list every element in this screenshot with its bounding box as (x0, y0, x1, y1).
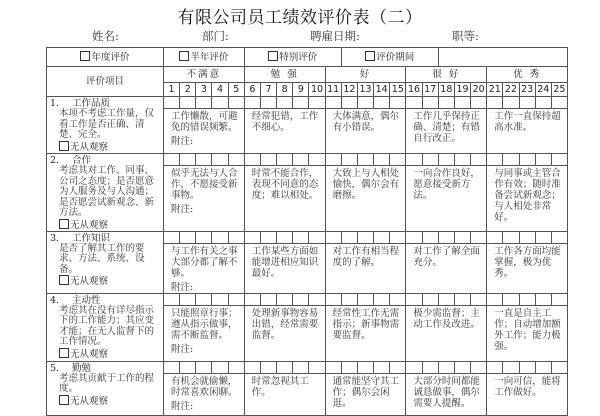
note-label: 附注: (171, 400, 194, 412)
score-mark-cell-9[interactable] (293, 361, 309, 373)
score-mark-cell-11[interactable] (325, 361, 341, 373)
grade-field-label: 职等: (452, 29, 479, 43)
score-5: 5 (228, 83, 244, 97)
score-mark-cell-4[interactable] (212, 361, 228, 373)
score-mark-cell-15[interactable] (390, 231, 406, 243)
category-header-row (47, 67, 568, 83)
item-number: 2. (50, 155, 60, 166)
score-mark-cell-9[interactable] (293, 231, 309, 243)
level-text: 对工作有相当程度的了解。 (332, 245, 400, 268)
score-mark-cell-24[interactable] (535, 154, 551, 166)
level-description-3 (325, 166, 406, 231)
score-mark-cell-20[interactable] (471, 231, 487, 243)
level-description-2 (244, 166, 325, 231)
level-text: 通常能坚守其工作；偶尔会闲逛。 (332, 375, 400, 409)
level-text: 工作几乎保持正确、清楚；有错自行改正。 (413, 111, 480, 144)
score-mark-cell-21[interactable] (487, 231, 503, 243)
score-mark-cell-19[interactable] (454, 231, 470, 243)
note-label: 附注: (171, 281, 194, 293)
score-mark-cell-18[interactable] (438, 293, 454, 305)
level-text: 经常犯错，工作不细心。 (251, 111, 319, 133)
score-mark-cell-14[interactable] (374, 361, 390, 373)
score-7: 7 (260, 83, 276, 97)
score-mark-cell-14[interactable] (374, 231, 390, 243)
no-observation-option[interactable] (50, 395, 161, 407)
item-description: 考虑其在没有详尽指示下的工作能力；其应变才能；在无人监督下的工作情况。 (59, 304, 155, 347)
level-text: 时常忽视其工作。 (251, 375, 309, 398)
level-text: 大体满意，偶尔有小错误。 (332, 111, 400, 133)
score-mark-cell-18[interactable] (438, 361, 454, 373)
score-mark-cell-3[interactable] (196, 97, 212, 109)
score-mark-cell-20[interactable] (471, 97, 487, 109)
score-mark-cell-9[interactable] (293, 154, 309, 166)
score-mark-cell-7[interactable] (260, 97, 276, 109)
score-mark-cell-2[interactable] (180, 97, 196, 109)
score-mark-cell-13[interactable] (357, 154, 373, 166)
level-description-2 (244, 243, 325, 293)
score-mark-cell-14[interactable] (374, 293, 390, 305)
score-mark-cell-13[interactable] (357, 231, 373, 243)
score-mark-cell-3[interactable] (196, 361, 212, 373)
score-mark-cell-24[interactable] (535, 361, 551, 373)
item-name: 勤勉 (72, 362, 92, 374)
score-mark-cell-10[interactable] (309, 361, 325, 373)
level-text: 工作一直保持超高水准。 (494, 111, 561, 133)
level-description-1 (164, 166, 245, 231)
score-mark-cell-9[interactable] (293, 293, 309, 305)
score-mark-row (47, 231, 568, 243)
item-column-header: 评价项目 (47, 67, 164, 97)
score-mark-cell-16[interactable] (406, 97, 422, 109)
score-mark-cell-21[interactable] (487, 154, 503, 166)
option-label: 评价期间 (376, 52, 415, 63)
evaluation-item-5 (47, 361, 164, 415)
score-mark-cell-5[interactable] (228, 231, 244, 243)
score-11: 11 (325, 83, 341, 97)
score-6: 6 (244, 83, 260, 97)
level-text: 极少需监督；主动工作及改进。 (413, 307, 480, 330)
level-text: 经常性工作无需指示；新事物需要监督。 (332, 307, 400, 341)
form-title: 有限公司员工绩效评价表（二） (177, 8, 423, 28)
level-description-1 (164, 109, 245, 154)
level-description-3 (325, 109, 406, 154)
score-mark-cell-16[interactable] (406, 361, 422, 373)
checkbox-icon[interactable] (59, 141, 69, 151)
score-mark-row (47, 97, 568, 109)
score-mark-cell-10[interactable] (309, 231, 325, 243)
score-mark-cell-5[interactable] (228, 293, 244, 305)
score-14: 14 (374, 83, 390, 97)
score-mark-cell-1[interactable] (164, 97, 180, 109)
score-12: 12 (341, 83, 357, 97)
score-mark-cell-2[interactable] (180, 154, 196, 166)
evaluation-item-3 (47, 231, 164, 293)
no-observation-option[interactable] (50, 275, 161, 287)
level-text: 大部分时间都能诚恳做事，偶尔需要人提醒。 (413, 375, 480, 409)
item-name: 工作品质 (72, 98, 111, 109)
level-description-5 (487, 109, 568, 154)
score-18: 18 (438, 83, 454, 97)
score-mark-cell-2[interactable] (180, 293, 196, 305)
score-23: 23 (519, 83, 535, 97)
score-16: 16 (406, 83, 422, 97)
score-mark-cell-15[interactable] (390, 97, 406, 109)
no-observation-option[interactable] (50, 219, 161, 231)
checkbox-icon[interactable] (268, 51, 278, 61)
score-mark-cell-20[interactable] (471, 361, 487, 373)
score-mark-cell-17[interactable] (422, 231, 438, 243)
level-description-2 (244, 109, 325, 154)
score-mark-cell-9[interactable] (293, 97, 309, 109)
score-mark-cell-6[interactable] (244, 154, 260, 166)
score-mark-cell-8[interactable] (277, 154, 293, 166)
no-observation-label: 无从观察 (70, 141, 109, 153)
option-label: 半年评价 (190, 52, 229, 63)
item-title (50, 363, 161, 374)
review-period-option[interactable] (341, 48, 438, 67)
level-text: 工作懒散，可避免的错误频繁。 (171, 111, 238, 133)
department-field-label: 部门: (202, 29, 229, 43)
score-17: 17 (422, 83, 438, 97)
score-mark-cell-18[interactable] (438, 231, 454, 243)
score-mark-cell-12[interactable] (341, 97, 357, 109)
score-3: 3 (196, 83, 212, 97)
score-mark-cell-10[interactable] (309, 97, 325, 109)
review-period-input[interactable] (438, 48, 567, 67)
score-13: 13 (357, 83, 373, 97)
score-mark-cell-11[interactable] (325, 97, 341, 109)
score-mark-cell-15[interactable] (390, 293, 406, 305)
score-mark-cell-23[interactable] (519, 293, 535, 305)
checkbox-icon[interactable] (59, 348, 69, 358)
score-mark-row (47, 154, 568, 166)
checkbox-icon[interactable] (80, 51, 90, 61)
option-label: 特别评价 (279, 52, 318, 63)
level-text: 有机会就偷懒，时常喜欢闲聊。 (171, 375, 238, 398)
score-mark-cell-21[interactable] (487, 293, 503, 305)
level-description-1 (164, 373, 245, 415)
checkbox-icon[interactable] (59, 275, 69, 285)
level-description-1 (164, 243, 245, 293)
score-mark-cell-13[interactable] (357, 361, 373, 373)
no-observation-option[interactable] (50, 141, 161, 153)
level-description-2 (244, 373, 325, 415)
score-mark-cell-18[interactable] (438, 154, 454, 166)
score-mark-cell-5[interactable] (228, 154, 244, 166)
score-mark-cell-13[interactable] (357, 97, 373, 109)
hire-date-field-label: 聘雇日期: (310, 29, 360, 43)
score-4: 4 (212, 83, 228, 97)
score-mark-cell-7[interactable] (260, 154, 276, 166)
category-excellent: 优 秀 (487, 67, 568, 83)
level-text: 大致上与人相处愉快，偶尔会有磨擦。 (332, 168, 400, 202)
score-mark-cell-15[interactable] (390, 361, 406, 373)
score-mark-cell-20[interactable] (471, 154, 487, 166)
score-mark-cell-21[interactable] (487, 361, 503, 373)
evaluation-table (46, 47, 568, 416)
score-mark-cell-11[interactable] (325, 231, 341, 243)
item-number: 3. (50, 232, 60, 244)
checkbox-icon[interactable] (365, 51, 375, 61)
score-mark-cell-16[interactable] (406, 293, 422, 305)
annual-review-option[interactable] (47, 48, 164, 67)
score-25: 25 (551, 83, 567, 97)
score-mark-cell-3[interactable] (196, 293, 212, 305)
score-mark-cell-17[interactable] (422, 293, 438, 305)
score-mark-cell-22[interactable] (503, 361, 519, 373)
score-mark-cell-7[interactable] (260, 361, 276, 373)
score-mark-cell-17[interactable] (422, 361, 438, 373)
level-description-3 (325, 373, 406, 415)
level-description-5 (487, 166, 568, 231)
item-description: 考虑其对工作、同事、公司之态度；是否愿意为人服务及与人沟通；是否愿尝试新观念、新方法。 (59, 165, 155, 218)
item-name: 工作知识 (72, 232, 111, 244)
level-description-4 (406, 109, 487, 154)
level-text: 对工作了解全面充分。 (413, 245, 480, 268)
score-mark-cell-22[interactable] (503, 231, 519, 243)
level-text: 只能照章行事；遵从指示做事，需不断监督。 (171, 307, 238, 341)
score-mark-cell-8[interactable] (277, 361, 293, 373)
item-number: 4. (50, 294, 60, 306)
checkbox-icon[interactable] (59, 219, 69, 229)
score-mark-cell-5[interactable] (228, 97, 244, 109)
score-mark-cell-22[interactable] (503, 293, 519, 305)
score-mark-cell-14[interactable] (374, 154, 390, 166)
note-label: 附注: (171, 343, 194, 355)
half-year-review-option[interactable] (164, 48, 245, 67)
score-mark-cell-16[interactable] (406, 231, 422, 243)
level-text: 一向可信，能将工作做好。 (494, 375, 561, 398)
no-observation-label: 无从观察 (70, 219, 109, 231)
level-description-5 (487, 305, 568, 361)
item-name: 合作 (72, 155, 92, 166)
score-mark-cell-25[interactable] (551, 293, 567, 305)
score-mark-cell-4[interactable] (212, 97, 228, 109)
score-15: 15 (390, 83, 406, 97)
score-mark-cell-1[interactable] (164, 231, 180, 243)
score-mark-cell-12[interactable] (341, 231, 357, 243)
score-mark-cell-17[interactable] (422, 154, 438, 166)
score-mark-cell-1[interactable] (164, 293, 180, 305)
level-description-5 (487, 243, 568, 293)
score-mark-cell-6[interactable] (244, 293, 260, 305)
no-observation-label: 无从观察 (70, 348, 109, 360)
evaluation-item-4 (47, 293, 164, 361)
no-observation-label: 无从观察 (70, 395, 109, 407)
level-text: 工作各方面均能掌握，极为优秀。 (494, 245, 561, 279)
score-mark-cell-11[interactable] (325, 293, 341, 305)
level-text: 与同事或主管合作有效；随时准备尝试新观念；与人相处非常好。 (494, 168, 561, 224)
item-description: 考虑其贡献于工作的程度。 (59, 372, 155, 394)
score-mark-cell-12[interactable] (341, 293, 357, 305)
score-10: 10 (309, 83, 325, 97)
score-mark-cell-23[interactable] (519, 231, 535, 243)
score-mark-cell-5[interactable] (228, 361, 244, 373)
score-mark-cell-2[interactable] (180, 231, 196, 243)
score-mark-cell-19[interactable] (454, 97, 470, 109)
score-20: 20 (471, 83, 487, 97)
category-good: 好 (325, 67, 406, 83)
evaluation-item-1 (47, 97, 164, 154)
score-mark-cell-24[interactable] (535, 231, 551, 243)
category-barely: 勉 强 (244, 67, 325, 83)
score-mark-cell-4[interactable] (212, 154, 228, 166)
score-mark-cell-24[interactable] (535, 293, 551, 305)
score-mark-cell-21[interactable] (487, 97, 503, 109)
score-mark-cell-10[interactable] (309, 293, 325, 305)
score-mark-cell-25[interactable] (551, 361, 567, 373)
item-number: 1. (50, 98, 60, 109)
score-19: 19 (454, 83, 470, 97)
score-mark-cell-24[interactable] (535, 97, 551, 109)
level-description-5 (487, 373, 568, 415)
note-label: 附注: (171, 204, 194, 216)
item-title (50, 295, 161, 306)
score-mark-cell-25[interactable] (551, 231, 567, 243)
score-mark-cell-17[interactable] (422, 97, 438, 109)
score-mark-cell-23[interactable] (519, 361, 535, 373)
score-mark-cell-22[interactable] (503, 154, 519, 166)
score-mark-cell-7[interactable] (260, 293, 276, 305)
score-mark-cell-23[interactable] (519, 154, 535, 166)
score-mark-cell-20[interactable] (471, 293, 487, 305)
no-observation-option[interactable] (50, 348, 161, 360)
score-mark-cell-10[interactable] (309, 154, 325, 166)
level-description-2 (244, 305, 325, 361)
no-observation-label: 无从观察 (70, 276, 109, 287)
score-mark-cell-6[interactable] (244, 97, 260, 109)
level-text: 与工作有关之事大部分都了解不够。 (171, 245, 238, 279)
score-mark-cell-6[interactable] (244, 361, 260, 373)
score-mark-cell-25[interactable] (551, 154, 567, 166)
level-text: 似乎无法与人合作，不愿接受新事物。 (171, 168, 238, 202)
score-mark-cell-22[interactable] (503, 97, 519, 109)
score-mark-cell-4[interactable] (212, 231, 228, 243)
checkbox-icon[interactable] (179, 51, 189, 61)
level-description-3 (325, 243, 406, 293)
level-text: 工作某些方面如能增进相应知识最好。 (251, 245, 319, 279)
category-very-good: 很 好 (406, 67, 487, 83)
note-label: 附注: (171, 136, 194, 147)
score-8: 8 (277, 83, 293, 97)
level-text: 一向合作良好，愿意接受新方法。 (413, 168, 480, 202)
score-mark-cell-23[interactable] (519, 97, 535, 109)
name-field-label: 姓名: (92, 29, 119, 43)
item-description: 是否了解其工作的要求、方法、系统、设备。 (59, 242, 145, 275)
period-row (47, 48, 568, 67)
score-mark-cell-19[interactable] (454, 361, 470, 373)
score-mark-cell-14[interactable] (374, 97, 390, 109)
score-mark-cell-19[interactable] (454, 154, 470, 166)
level-text: 处理新事物容易出错，经常需要监督。 (251, 307, 319, 341)
evaluation-item-2 (47, 154, 164, 232)
score-mark-cell-4[interactable] (212, 293, 228, 305)
category-unsatisfactory: 不满意 (164, 67, 245, 83)
score-mark-cell-6[interactable] (244, 231, 260, 243)
score-mark-cell-8[interactable] (277, 97, 293, 109)
score-24: 24 (535, 83, 551, 97)
score-mark-cell-12[interactable] (341, 154, 357, 166)
score-mark-cell-18[interactable] (438, 97, 454, 109)
special-review-option[interactable] (244, 48, 341, 67)
score-mark-cell-7[interactable] (260, 231, 276, 243)
score-mark-cell-16[interactable] (406, 154, 422, 166)
score-mark-cell-11[interactable] (325, 154, 341, 166)
level-description-3 (325, 305, 406, 361)
score-mark-row (47, 361, 568, 373)
item-title (50, 233, 161, 244)
score-2: 2 (180, 83, 196, 97)
score-mark-cell-15[interactable] (390, 154, 406, 166)
level-text: 一直是自主工作；自动增加额外工作；能力极强。 (494, 307, 561, 352)
score-mark-cell-1[interactable] (164, 361, 180, 373)
score-mark-cell-3[interactable] (196, 154, 212, 166)
score-mark-row (47, 293, 568, 305)
score-mark-cell-8[interactable] (277, 231, 293, 243)
score-mark-cell-13[interactable] (357, 293, 373, 305)
score-21: 21 (487, 83, 503, 97)
level-description-4 (406, 373, 487, 415)
level-description-4 (406, 243, 487, 293)
score-mark-cell-2[interactable] (180, 361, 196, 373)
level-description-4 (406, 305, 487, 361)
level-text: 时常不能合作，表现不同意的态度；难以相处。 (251, 168, 319, 202)
score-mark-cell-12[interactable] (341, 361, 357, 373)
item-name: 主动性 (72, 294, 101, 306)
score-1: 1 (164, 83, 180, 97)
item-number: 5. (50, 362, 60, 374)
item-description: 本项不考虑工作量，仅看工作是否正确、清楚、完全。 (59, 108, 155, 140)
level-description-1 (164, 305, 245, 361)
score-mark-cell-19[interactable] (454, 293, 470, 305)
score-mark-cell-8[interactable] (277, 293, 293, 305)
score-mark-cell-1[interactable] (164, 154, 180, 166)
level-description-4 (406, 166, 487, 231)
option-label: 年度评价 (91, 52, 130, 63)
score-mark-cell-25[interactable] (551, 97, 567, 109)
score-22: 22 (503, 83, 519, 97)
score-mark-cell-3[interactable] (196, 231, 212, 243)
score-9: 9 (293, 83, 309, 97)
